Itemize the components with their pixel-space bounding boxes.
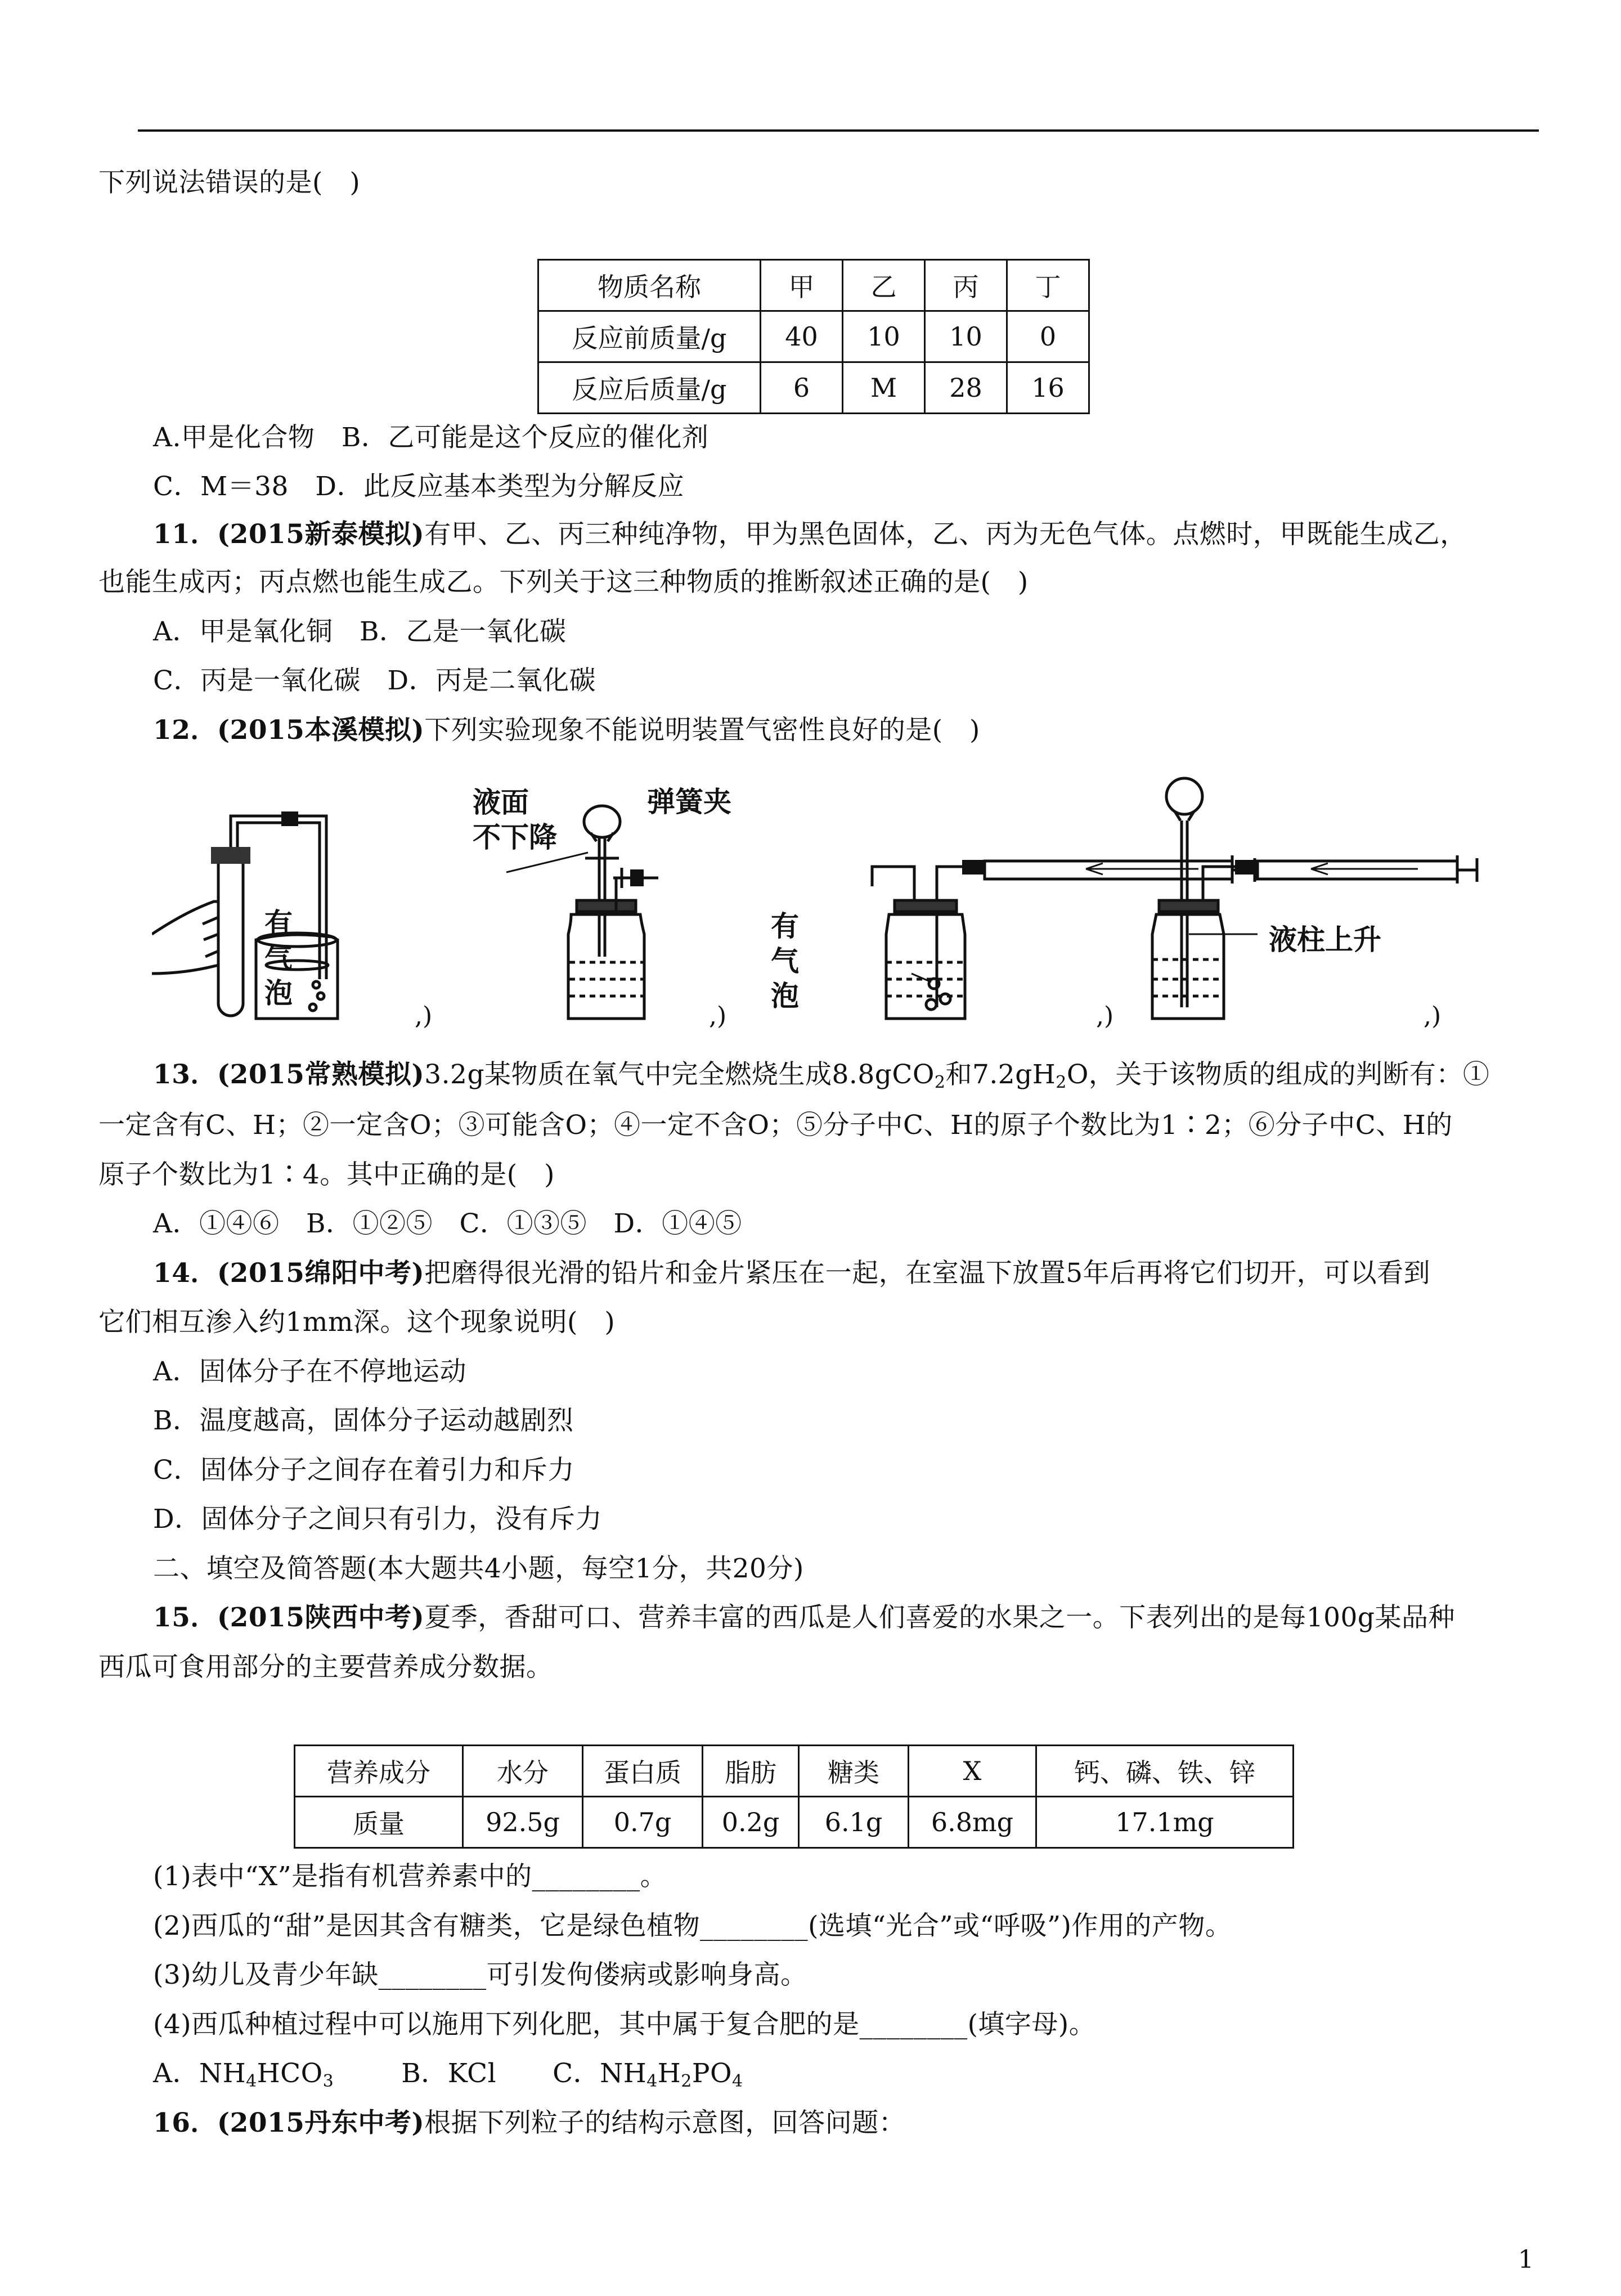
table-cell: 反应后质量/g — [538, 362, 761, 414]
label-d: 液柱上升 — [1269, 923, 1381, 956]
question-source: (2015丹东中考) — [217, 2107, 425, 2138]
suffix-b: ,) — [709, 1002, 727, 1030]
q11-line2: 也能生成丙；丙点燃也能生成乙。下列关于这三种物质的推断叙述正确的是( ) — [98, 567, 1029, 598]
question-number: 11． — [153, 519, 217, 550]
q13-line1 — [153, 1058, 1489, 1100]
option-text: PO — [691, 2058, 733, 2089]
question-number: 13． — [153, 1059, 217, 1090]
label-text: 有 — [771, 910, 799, 943]
subscript: 4 — [732, 2071, 743, 2091]
q11-options-1: A．甲是氧化铜 B．乙是一氧化碳 — [153, 616, 567, 647]
question-text: 把磨得很光滑的铅片和金片紧压在一起，在室温下放置5年后再将它们切开，可以看到 — [424, 1258, 1431, 1289]
table-cell: X — [909, 1746, 1036, 1797]
question-text: 夏季，香甜可口、营养丰富的西瓜是人们喜爱的水果之一。下表列出的是每100g某品种 — [424, 1602, 1455, 1633]
label-c — [771, 909, 799, 1014]
label-b-clamp: 弹簧夹 — [647, 786, 731, 818]
label-text: 液面 — [473, 786, 529, 819]
test-tube — [218, 853, 243, 1016]
question-text: 和7.2gH — [945, 1059, 1056, 1090]
table-cell: 丁 — [1007, 260, 1089, 311]
subscript: 2 — [1056, 1073, 1067, 1092]
question-source: (2015陕西中考) — [217, 1602, 425, 1633]
suffix-c: ,) — [1096, 1002, 1114, 1030]
q14-option-d: D．固体分子之间只有引力，没有斥力 — [153, 1504, 603, 1535]
table-cell: 0.7g — [583, 1797, 703, 1848]
table-cell: 28 — [925, 362, 1007, 414]
table-row — [538, 260, 1089, 311]
question-text: 根据下列粒子的结构示意图，回答问题： — [424, 2107, 906, 2138]
q16-line — [153, 2106, 905, 2140]
question-source: (2015常熟模拟) — [217, 1059, 425, 1090]
question-number: 15． — [153, 1602, 217, 1633]
question-text: 3.2g某物质在氧气中完全燃烧生成8.8gCO — [424, 1059, 935, 1090]
apparatus-c — [872, 855, 1255, 1019]
table-cell: M — [843, 362, 925, 414]
apparatus-a — [152, 811, 338, 1019]
label-text: 泡 — [264, 977, 293, 1010]
q13-options: A．①④⑥ B．①②⑤ C．①③⑤ D．①④⑤ — [153, 1208, 742, 1239]
table-cell: 钙、磷、铁、锌 — [1036, 1746, 1294, 1797]
q15-line1 — [153, 1601, 1455, 1635]
subscript: 4 — [246, 2071, 257, 2091]
q14-line2: 它们相互渗入约1mm深。这个现象说明( ) — [98, 1307, 616, 1338]
option-text: HCO — [257, 2058, 323, 2089]
table-cell: 6 — [761, 362, 843, 414]
table-cell: 质量 — [295, 1797, 463, 1848]
table-cell: 脂肪 — [703, 1746, 799, 1797]
table-cell: 10 — [925, 311, 1007, 362]
option-text: C．NH — [553, 2058, 647, 2089]
q10-options-2: C．M＝38 D．此反应基本类型为分解反应 — [153, 471, 685, 502]
table-cell: 物质名称 — [538, 260, 761, 311]
label-text: 气 — [771, 945, 799, 977]
table-cell: 蛋白质 — [583, 1746, 703, 1797]
q13-line2: 一定含有C、H；②一定含O；③可能含O；④一定不含O；⑤分子中C、H的原子个数比为1∶2；⑥分子中C、H的 — [98, 1110, 1453, 1141]
suffix-a: ,) — [415, 1002, 433, 1030]
header-rule — [138, 129, 1539, 132]
option-text: A．NH — [153, 2058, 246, 2089]
table-cell: 0.2g — [703, 1797, 799, 1848]
q10-options-1: A.甲是化合物 B．乙可能是这个反应的催化剂 — [153, 422, 709, 453]
q14-option-b: B．温度越高，固体分子运动越剧烈 — [153, 1405, 574, 1436]
question-source: (2015绵阳中考) — [217, 1258, 425, 1289]
question-source: (2015新泰模拟) — [217, 519, 425, 550]
apparatus-figure — [152, 771, 1491, 1035]
table-cell: 水分 — [463, 1746, 583, 1797]
page-number: 1 — [1518, 2245, 1534, 2274]
label-text: 不下降 — [473, 821, 557, 854]
table-cell: 反应前质量/g — [538, 311, 761, 362]
table-cell: 6.8mg — [909, 1797, 1036, 1848]
q14-option-c: C．固体分子之间存在着引力和斥力 — [153, 1455, 574, 1486]
table-cell: 乙 — [843, 260, 925, 311]
table-cell: 甲 — [761, 260, 843, 311]
question-text: 下列实验现象不能说明装置气密性良好的是( ) — [424, 715, 980, 746]
q15-options — [153, 2057, 743, 2098]
table-cell: 糖类 — [799, 1746, 909, 1797]
question-source: (2015本溪模拟) — [217, 715, 425, 746]
subscript: 2 — [681, 2071, 692, 2091]
table-cell: 0 — [1007, 311, 1089, 362]
suffix-d: ,) — [1424, 1002, 1442, 1030]
table-cell: 17.1mg — [1036, 1797, 1294, 1848]
funnel — [584, 806, 620, 837]
q12-line — [153, 714, 980, 747]
q11-options-2: C．丙是一氧化碳 D．丙是二氧化碳 — [153, 665, 596, 696]
subscript: 3 — [322, 2071, 334, 2091]
hand — [152, 902, 218, 974]
q15-sub1: (1)表中“X”是指有机营养素中的________。 — [153, 1861, 667, 1892]
stopper — [211, 847, 250, 864]
label-text: 有 — [264, 907, 293, 940]
option-text: B．KCl — [401, 2058, 497, 2089]
intro-text: 下列说法错误的是( ) — [98, 167, 361, 198]
option-text: H — [657, 2058, 681, 2089]
table-cell: 营养成分 — [295, 1746, 463, 1797]
section-heading: 二、填空及简答题(本大题共4小题，每空1分，共20分) — [153, 1553, 804, 1584]
q15-sub3: (3)幼儿及青少年缺________可引发佝偻病或影响身高。 — [153, 1959, 807, 1990]
subscript: 4 — [646, 2071, 658, 2091]
apparatus-d — [1152, 778, 1477, 1019]
label-text: 气 — [264, 942, 293, 975]
label-b — [473, 785, 557, 855]
q14-option-a: A．固体分子在不停地运动 — [153, 1356, 466, 1387]
table-cell: 92.5g — [463, 1797, 583, 1848]
syringe — [1258, 861, 1457, 879]
q14-line1 — [153, 1257, 1430, 1290]
table-row — [295, 1746, 1294, 1797]
question-text: O，关于该物质的组成的判断有：① — [1066, 1059, 1490, 1090]
table-row — [538, 362, 1089, 414]
question-number: 12． — [153, 715, 217, 746]
table-cell: 丙 — [925, 260, 1007, 311]
funnel — [1166, 778, 1202, 814]
nutrition-table — [294, 1745, 1294, 1849]
table-cell: 16 — [1007, 362, 1089, 414]
table-cell: 6.1g — [799, 1797, 909, 1848]
q15-sub2: (2)西瓜的“甜”是因其含有糖类，它是绿色植物________(选填“光合”或“呼吸”)作用的产物。 — [153, 1911, 1232, 1941]
label-text: 泡 — [771, 980, 799, 1012]
question-number: 16． — [153, 2107, 217, 2138]
question-number: 14． — [153, 1258, 217, 1289]
label-a — [264, 906, 293, 1011]
q13-line3: 原子个数比为1∶4。其中正确的是( ) — [98, 1159, 555, 1190]
table-cell: 40 — [761, 311, 843, 362]
question-text: 有甲、乙、丙三种纯净物，甲为黑色固体，乙、丙为无色气体。点燃时，甲既能生成乙， — [424, 519, 1467, 550]
syringe — [985, 861, 1232, 879]
table-row — [295, 1797, 1294, 1848]
mass-table — [537, 259, 1090, 414]
table-cell: 10 — [843, 311, 925, 362]
table-row — [538, 311, 1089, 362]
q15-sub4: (4)西瓜种植过程中可以施用下列化肥，其中属于复合肥的是________(填字母)。 — [153, 2009, 1096, 2040]
subscript: 2 — [934, 1073, 946, 1092]
q11-line1 — [153, 518, 1467, 551]
q15-line2: 西瓜可食用部分的主要营养成分数据。 — [98, 1652, 553, 1683]
